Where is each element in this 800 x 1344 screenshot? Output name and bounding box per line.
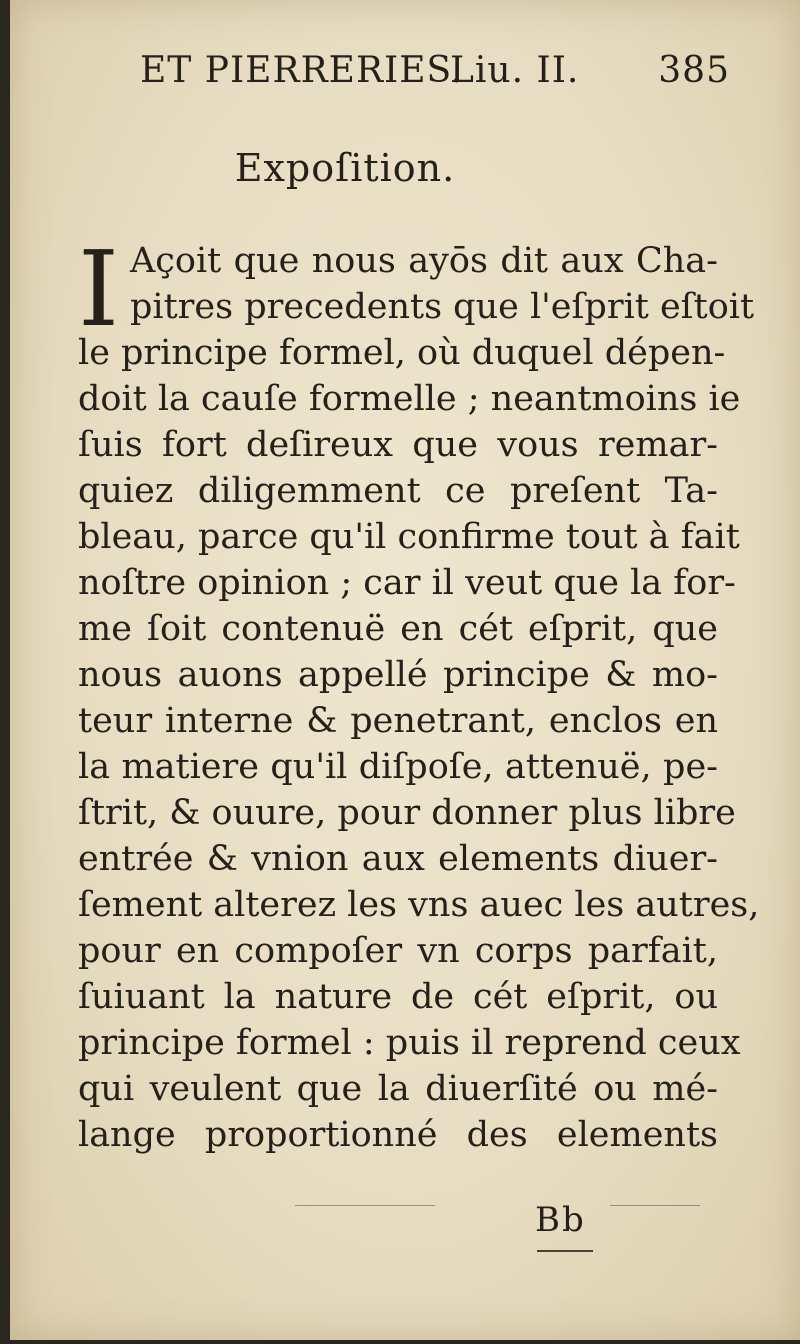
- text-line: qui veulent que la diuerſité ou mé-: [78, 1069, 718, 1109]
- text-line: ſtrit, & ouure, pour donner plus libre: [78, 793, 736, 833]
- text-line: la matiere qu'il diſpoſe, attenuë, pe-: [78, 747, 718, 787]
- text-line: ſuiuant la nature de cét eſprit, ou: [78, 977, 718, 1017]
- signature-rule: [537, 1250, 593, 1252]
- body-text: [78, 228, 760, 1158]
- text-line: me ſoit contenuë en cét eſprit, que: [78, 609, 718, 649]
- print-rule: [610, 1205, 700, 1206]
- text-line: ſuis fort deſireux que vous remar-: [78, 425, 718, 465]
- text-line: principe formel : puis il reprend ceux: [78, 1023, 741, 1063]
- page-number: 385: [658, 50, 730, 91]
- text-line: noſtre opinion ; car il veut que la for-: [78, 563, 736, 603]
- section-title: Expoſition.: [234, 146, 456, 190]
- text-line: le principe formel, où duquel dépen-: [78, 333, 726, 373]
- text-line: Açoit que nous ayōs dit aux Cha-: [130, 241, 718, 281]
- text-line: doit la cauſe formelle ; neantmoins ie: [78, 379, 741, 419]
- text-line: teur interne & penetrant, enclos en: [78, 701, 718, 741]
- text-line: bleau, parce qu'il confirme tout à fait: [78, 517, 740, 557]
- text-line: lange proportionné des elements: [78, 1115, 718, 1155]
- print-rule: [295, 1205, 435, 1206]
- signature-mark: Bb: [535, 1200, 586, 1240]
- book-page: [10, 0, 800, 1340]
- text-line: quiez diligemment ce preſent Ta-: [78, 471, 718, 511]
- drop-cap: I: [78, 228, 120, 350]
- text-line: entrée & vnion aux elements diuer-: [78, 839, 718, 879]
- text-line: nous auons appellé principe & mo-: [78, 655, 718, 695]
- text-line: ſement alterez les vns auec les autres,: [78, 885, 760, 925]
- running-head: [140, 50, 730, 96]
- running-head-book: Liu. II.: [450, 50, 580, 91]
- text-line: pitres precedents que l'eſprit eſtoit: [130, 287, 755, 327]
- running-head-title: ET PIERRERIES.: [140, 50, 464, 91]
- text-line: pour en compoſer vn corps parfait,: [78, 931, 718, 971]
